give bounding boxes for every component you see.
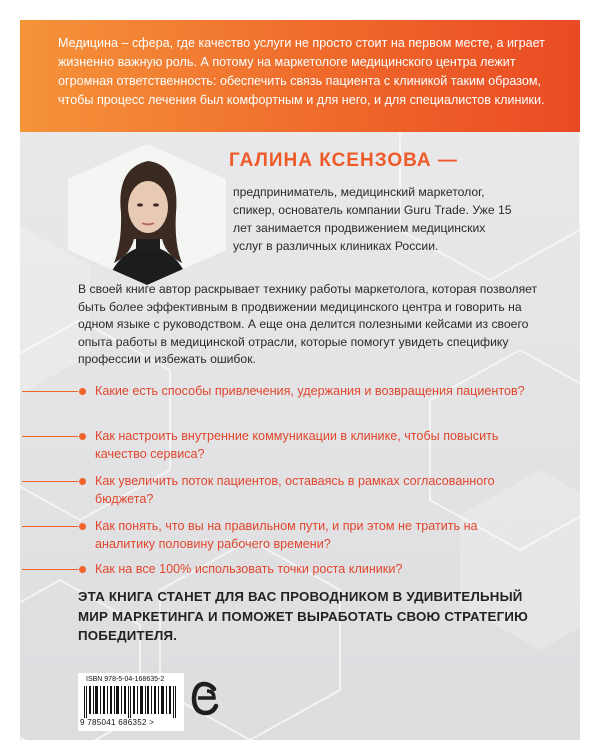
author-name: ГАЛИНА КСЕНЗОВА — — [229, 150, 458, 171]
question-item: Как увеличить поток пациентов, оставаясь в рамках согласованного бюджета? — [95, 474, 495, 506]
banner-text: Медицина – сфера, где качество услуги не просто стоит на первом месте, а играет жизненно важную роль. А потому на маркетологе медицинского центра лежит огромная ответственность: обеспечить связь пациента с клиникой таким образом, чтобы процесс лечения был комфортным и для него, и для специалистов клиники. — [58, 36, 545, 107]
author-bio: предприниматель, медицинский маркетолог, спикер, основатель компании Guru Trade. Уже 15 лет занимается продвижением медицинских услуг в различных клиниках России. — [233, 185, 512, 253]
question-rule — [22, 436, 78, 437]
isbn-digits: 9 785041 686352 > — [80, 718, 155, 727]
question-item: Как настроить внутренние коммуникации в клинике, чтобы повысить качество сервиса? — [95, 429, 499, 461]
author-portrait — [66, 143, 228, 286]
question-rule — [22, 526, 78, 527]
intro-paragraph: В своей книге автор раскрывает технику работы маркетолога, которая позволяет быть более эффективным в продвижении медицинского центра и говорить на одном языке с руководством. А еще она делится полезными кейсами из своего опыта работы в медицинской отрасли, которые помогут увидеть специфику профессии и избежать ошибок. — [78, 282, 538, 366]
question-rule — [22, 569, 78, 570]
question-item: Как понять, что вы на правильном пути, и при этом не тратить на аналитику половину рабочего времени? — [95, 519, 478, 551]
question-rule — [22, 481, 78, 482]
question-bullet — [79, 523, 86, 530]
question-bullet — [79, 433, 86, 440]
isbn-label: ISBN 978-5-04-168635-2 — [86, 676, 165, 683]
question-bullet — [79, 566, 86, 573]
isbn-barcode — [78, 673, 184, 731]
question-item: Какие есть способы привлечения, удержания и возвращения пациентов? — [95, 384, 525, 398]
question-bullet — [79, 478, 86, 485]
closing-statement: ЭТА КНИГА СТАНЕТ ДЛЯ ВАС ПРОВОДНИКОМ В УДИВИТЕЛЬНЫЙ МИР МАРКЕТИНГА И ПОМОЖЕТ ВЫРАБОТАТЬ СВОЮ СТРАТЕГИЮ ПОБЕДИТЕЛЯ. — [78, 589, 528, 643]
question-rule — [22, 391, 78, 392]
question-item: Как на все 100% использовать точки роста клиники? — [95, 562, 403, 576]
barcode-bars — [84, 686, 178, 718]
question-bullet — [79, 388, 86, 395]
publisher-logo-icon — [190, 680, 220, 718]
